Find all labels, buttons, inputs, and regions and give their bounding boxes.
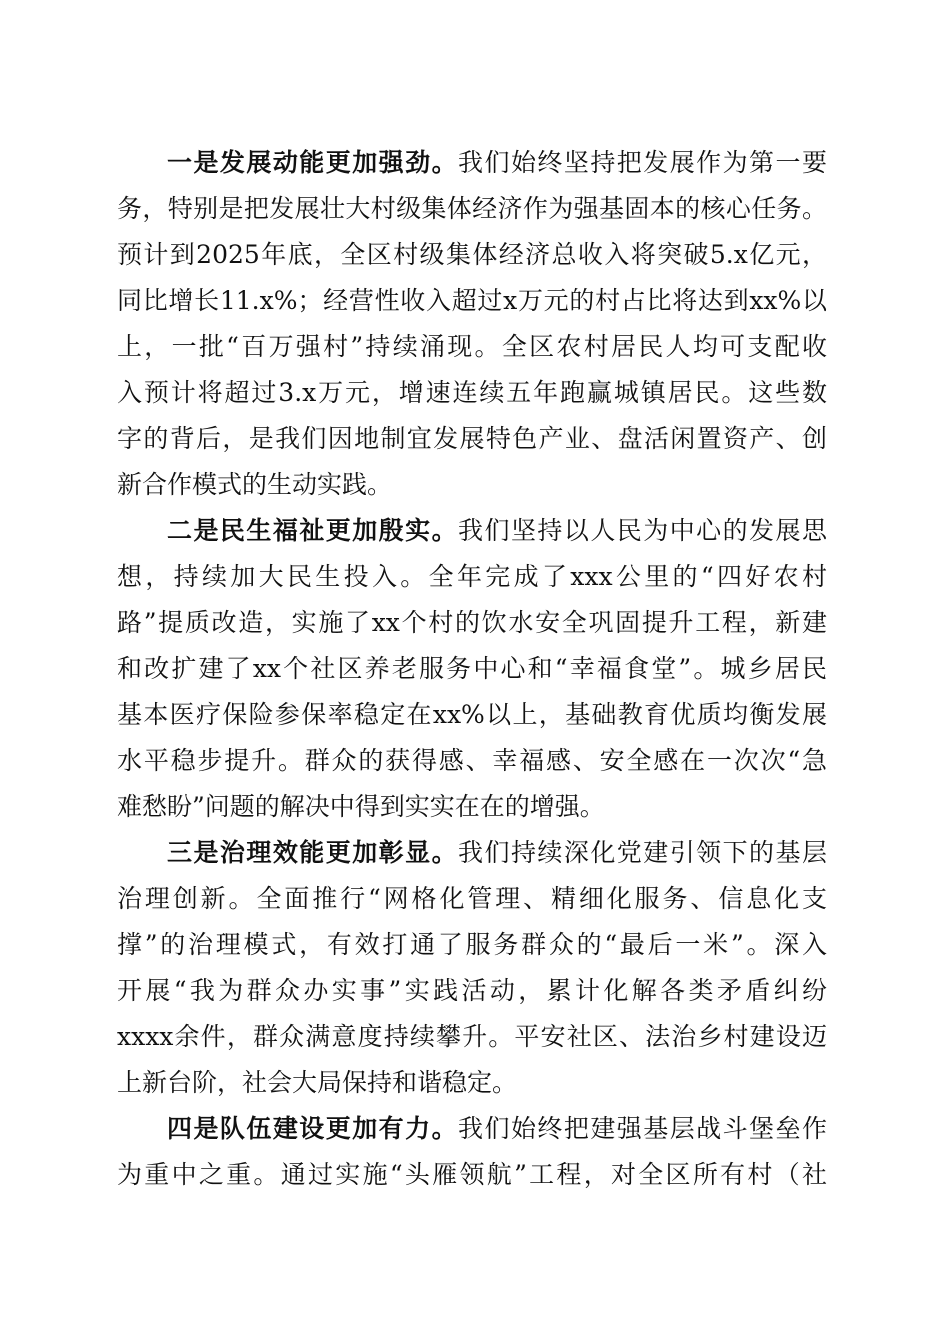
paragraph-2-line-3: 路”提质改造，实施了xx个村的饮水安全巩固提升工程，新建 xyxy=(117,608,827,637)
paragraph-2-line-7: 难愁盼”问题的解决中得到实实在在的增强。 xyxy=(117,792,605,821)
paragraph-2-line-2: 想，持续加大民生投入。全年完成了xxx公里的“四好农村 xyxy=(117,562,827,591)
paragraph-1-line-8: 新合作模式的生动实践。 xyxy=(117,470,393,499)
paragraph-4-lead: 四是队伍建设更加有力。 xyxy=(167,1114,459,1143)
paragraph-1-line-5: 上，一批“百万强村”持续涌现。全区农村居民人均可支配收 xyxy=(117,332,827,361)
paragraph-1-line-3: 预计到2025年底，全区村级集体经济总收入将突破5.x亿元， xyxy=(117,240,827,269)
paragraph-3-line-3: 撑”的治理模式，有效打通了服务群众的“最后一米”。深入 xyxy=(117,930,827,959)
paragraph-1-line-2: 务，特别是把发展壮大村级集体经济作为强基固本的核心任务。 xyxy=(117,194,827,223)
paragraph-1-line-6: 入预计将超过3.x万元，增速连续五年跑赢城镇居民。这些数 xyxy=(117,378,827,407)
paragraph-1-lead: 一是发展动能更加强劲。 xyxy=(167,148,459,177)
paragraph-3-lead: 三是治理效能更加彰显。 xyxy=(167,838,459,867)
paragraph-1-line-4: 同比增长11.x%；经营性收入超过x万元的村占比将达到xx%以 xyxy=(117,286,827,315)
paragraph-3-line-1: 三是治理效能更加彰显。我们持续深化党建引领下的基层 xyxy=(167,838,827,867)
paragraph-4-line-1: 四是队伍建设更加有力。我们始终把建强基层战斗堡垒作 xyxy=(167,1114,827,1143)
paragraph-2-line-6: 水平稳步提升。群众的获得感、幸福感、安全感在一次次“急 xyxy=(117,746,827,775)
paragraph-3-line-5: xxxx余件，群众满意度持续攀升。平安社区、法治乡村建设迈 xyxy=(117,1022,827,1051)
paragraph-3-line-4: 开展“我为群众办实事”实践活动，累计化解各类矛盾纠纷 xyxy=(117,976,827,1005)
paragraph-4-line-2: 为重中之重。通过实施“头雁领航”工程，对全区所有村（社 xyxy=(117,1160,827,1189)
paragraph-2-line-5: 基本医疗保险参保率稳定在xx%以上，基础教育优质均衡发展 xyxy=(117,700,827,729)
paragraph-1-line-7: 字的背后，是我们因地制宜发展特色产业、盘活闲置资产、创 xyxy=(117,424,827,453)
paragraph-1-line-1: 一是发展动能更加强劲。我们始终坚持把发展作为第一要 xyxy=(167,148,827,177)
paragraph-2-line-4: 和改扩建了xx个社区养老服务中心和“幸福食堂”。城乡居民 xyxy=(117,654,827,683)
paragraph-3-line-2: 治理创新。全面推行“网格化管理、精细化服务、信息化支 xyxy=(117,884,827,913)
paragraph-2-line-1: 二是民生福祉更加殷实。我们坚持以人民为中心的发展思 xyxy=(167,516,827,545)
paragraph-2-lead: 二是民生福祉更加殷实。 xyxy=(167,516,459,545)
paragraph-3-line-6: 上新台阶，社会大局保持和谐稳定。 xyxy=(117,1068,518,1097)
